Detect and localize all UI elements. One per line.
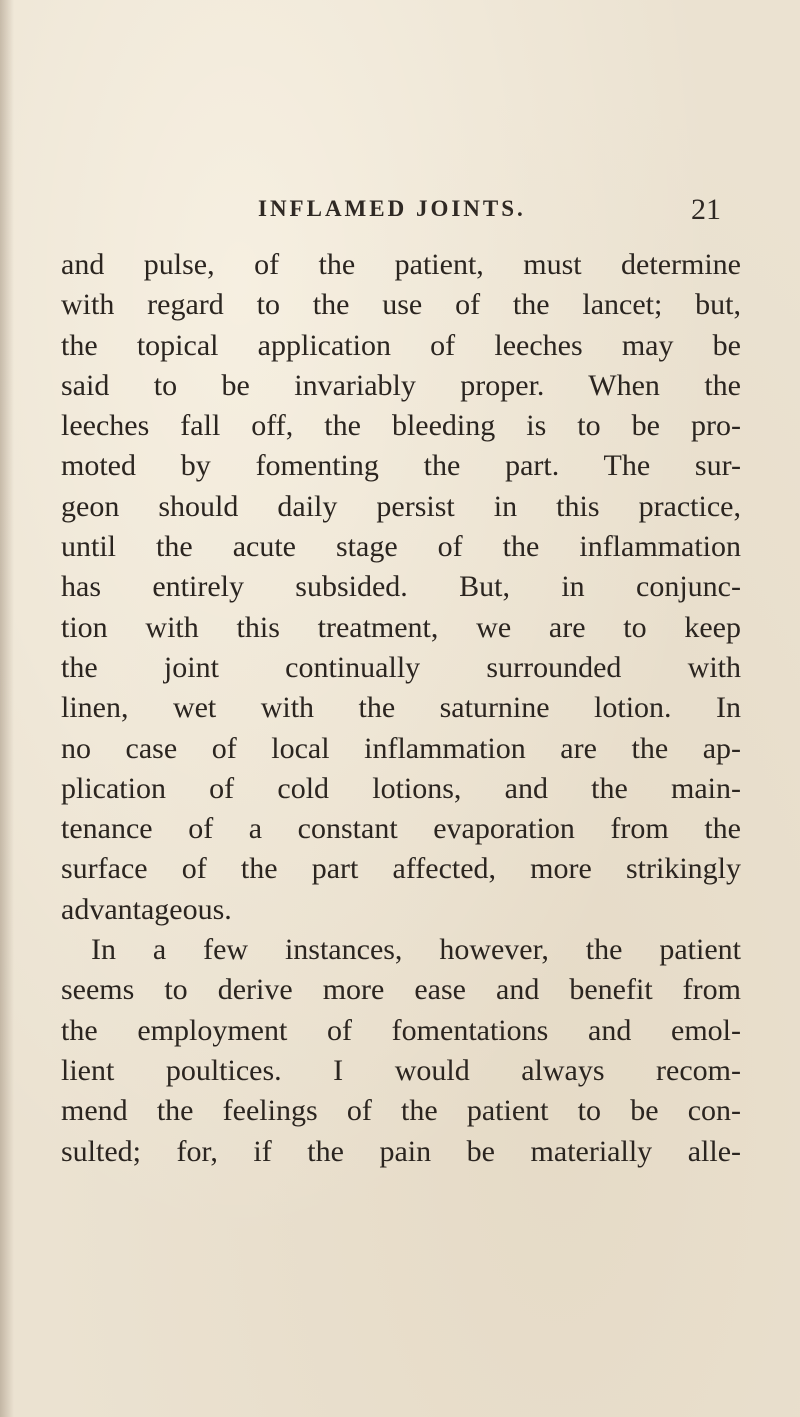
text-line: lient poultices. I would always recom- — [61, 1053, 741, 1087]
text-line: tion with this treatment, we are to keep — [61, 610, 741, 644]
text-line: mend the feelings of the patient to be con- — [61, 1094, 741, 1128]
text-line: has entirely subsided. But, in conjunc- — [61, 570, 741, 604]
text-line: seems to derive more ease and benefit from — [61, 973, 741, 1007]
text-line: surface of the part affected, more strikingly — [61, 852, 741, 886]
page-number: 21 — [691, 193, 721, 226]
text-line: until the acute stage of the inflammation — [61, 530, 741, 564]
text-line: the joint continually surrounded with — [61, 650, 741, 684]
text-line: leeches fall off, the bleeding is to be pro- — [61, 409, 741, 443]
text-line: the employment of fomentations and emol- — [61, 1013, 741, 1047]
running-title: INFLAMED JOINTS. — [258, 196, 526, 221]
text-line: In a few instances, however, the patient — [91, 933, 741, 967]
text-line: the topical application of leeches may be — [61, 328, 741, 362]
running-head — [0, 193, 800, 230]
text-line: and pulse, of the patient, must determine — [61, 248, 741, 281]
text-line: geon should daily persist in this practice, — [61, 489, 741, 523]
text-line: tenance of a constant evaporation from the — [61, 812, 741, 846]
text-line: linen, wet with the saturnine lotion. In — [61, 691, 741, 725]
body-text — [61, 245, 741, 1172]
text-line: moted by fomenting the part. The sur- — [61, 449, 741, 483]
text-line: sulted; for, if the pain be materially alle- — [61, 1134, 741, 1168]
text-line: no case of local inflammation are the ap- — [61, 731, 741, 765]
text-line: with regard to the use of the lancet; but, — [61, 288, 741, 322]
text-line: plication of cold lotions, and the main- — [61, 771, 741, 805]
text-line: said to be invariably proper. When the — [61, 368, 741, 402]
text-line: advantageous. — [61, 892, 232, 926]
